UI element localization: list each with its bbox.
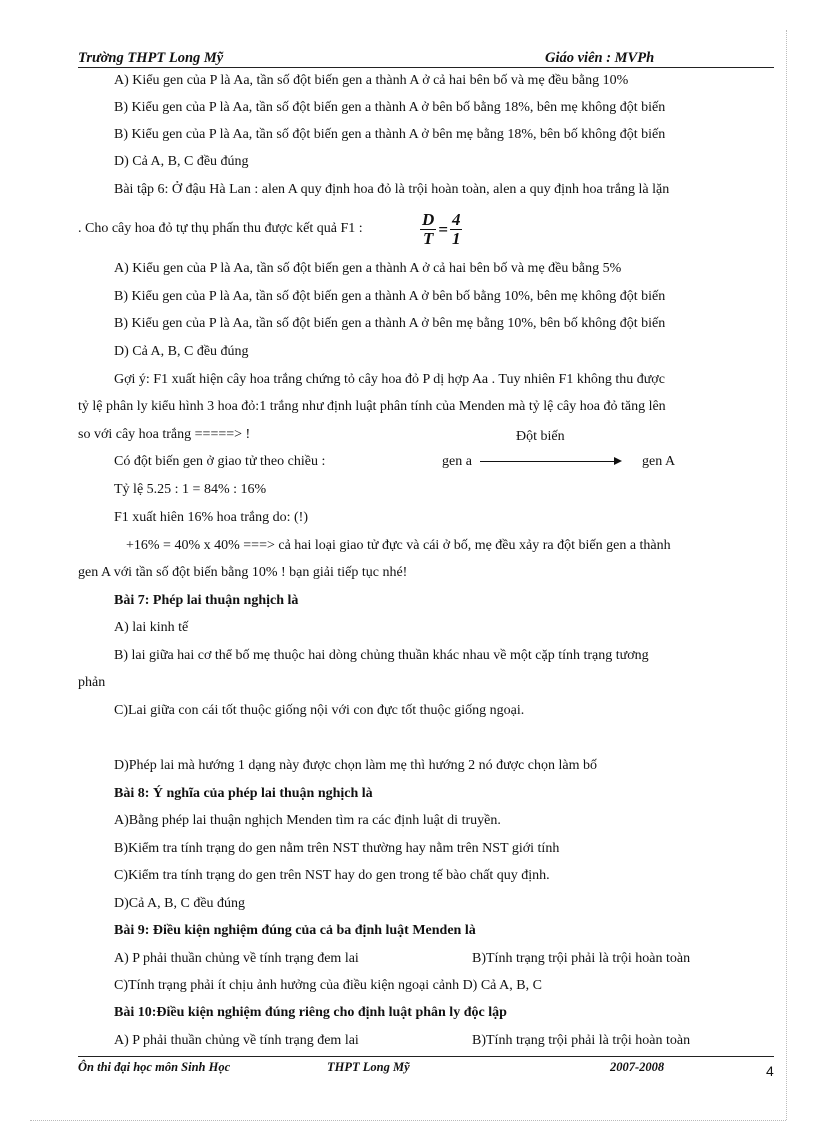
bai-9-option-a: A) P phải thuần chủng về tính trạng đem lai (114, 951, 359, 966)
q6-option-a: A) Kiểu gen của P là Aa, tần số đột biến gen a thành A ở cả hai bên bố và mẹ đều bằng 5% (114, 261, 622, 276)
q5-option-a: A) Kiểu gen của P là Aa, tần số đột biến gen a thành A ở cả hai bên bố và mẹ đều bằng 10% (114, 73, 629, 88)
fraction-equals: = (438, 219, 448, 239)
fraction-1: 1 (451, 229, 461, 248)
bai-7-option-b-cont: phản (78, 675, 106, 690)
exercise-6-result: . Cho cây hoa đỏ tự thụ phấn thu được kết quả F1 : (78, 221, 363, 236)
q5-option-b1: B) Kiểu gen của P là Aa, tần số đột biến gen a thành A ở bên bố bằng 18%, bên mẹ không đột biến (114, 100, 666, 115)
page-border-bottom (30, 1120, 786, 1121)
page-border-right (786, 30, 787, 1120)
q6-option-b2: B) Kiểu gen của P là Aa, tần số đột biến gen a thành A ở bên mẹ bằng 10%, bên bố không đột biến (114, 316, 666, 331)
hint-line-3: so với cây hoa trắng =====> ! (78, 427, 251, 442)
mutation-label: Đột biến (516, 429, 565, 444)
bai-7-option-b: B) lai giữa hai cơ thể bố mẹ thuộc hai dòng chủng thuần khác nhau về một cặp tính trạng tương (114, 648, 649, 663)
bai-7-title: Bài 7: Phép lai thuận nghịch là (114, 593, 299, 608)
bai-7-option-d: D)Phép lai mà hướng 1 dạng này được chọn làm mẹ thì hướng 2 nó được chọn làm bố (114, 758, 597, 773)
bai-8-title: Bài 8: Ý nghĩa của phép lai thuận nghịch là (114, 786, 373, 801)
page-number: 4 (766, 1063, 774, 1079)
bai-8-option-d: D)Cả A, B, C đều đúng (114, 896, 246, 911)
exercise-6-title: Bài tập 6: Ở đậu Hà Lan : alen A quy định hoa đỏ là trội hoàn toàn, alen a quy định hoa trắng là lặn (114, 182, 670, 197)
bai-8-option-a: A)Bằng phép lai thuận nghịch Menden tìm ra các định luật di truyền. (114, 813, 501, 828)
bai-10-option-b: B)Tính trạng trội phải là trội hoàn toàn (472, 1033, 691, 1048)
mutation-arrow-icon (480, 461, 620, 462)
footer-rule (78, 1056, 774, 1057)
q6-option-d: D) Cả A, B, C đều đúng (114, 344, 249, 359)
q5-option-d: D) Cả A, B, C đều đúng (114, 154, 249, 169)
q6-option-b1: B) Kiểu gen của P là Aa, tần số đột biến gen a thành A ở bên bố bằng 10%, bên mẹ không đột biến (114, 289, 666, 304)
white-flower-line: F1 xuất hiên 16% hoa trắng do: (!) (114, 510, 309, 525)
hint-line-2: tỷ lệ phân ly kiểu hình 3 hoa đỏ:1 trắng như định luật phân tính của Menden mà tỷ lệ cây hoa đỏ tăng lên (78, 399, 666, 414)
bai-9-option-b: B)Tính trạng trội phải là trội hoàn toàn (472, 951, 691, 966)
calc-line: +16% = 40% x 40% ===> cả hai loại giao tử đực và cái ở bố, mẹ đều xảy ra đột biến gen a thành (126, 538, 671, 553)
fraction-d: D (422, 210, 435, 229)
hint-line-1: Gợi ý: F1 xuất hiện cây hoa trắng chứng tỏ cây hoa đỏ P dị hợp Aa . Tuy nhiên F1 không thu được (114, 372, 665, 387)
bai-9-option-c-d: C)Tính trạng phải ít chịu ảnh hưởng của điều kiện ngoại cảnh D) Cả A, B, C (114, 978, 542, 993)
q5-option-b2: B) Kiểu gen của P là Aa, tần số đột biến gen a thành A ở bên mẹ bằng 18%, bên bố không đột biến (114, 127, 666, 142)
mutation-to: gen A (642, 454, 676, 469)
mutation-from: gen a (442, 454, 472, 469)
bai-8-option-c: C)Kiểm tra tính trạng do gen trên NST hay do gen trong tế bào chất quy định. (114, 868, 550, 883)
footer-course: Ôn thi đại học môn Sinh Học (78, 1060, 231, 1074)
bai-10-title: Bài 10:Điều kiện nghiệm đúng riêng cho định luật phân ly độc lập (114, 1005, 507, 1020)
bai-10-option-a: A) P phải thuần chủng về tính trạng đem lai (114, 1033, 359, 1048)
bai-7-option-a: A) lai kinh tế (114, 620, 189, 635)
header-rule (78, 67, 774, 68)
ratio-line: Tỷ lệ 5.25 : 1 = 84% : 16% (114, 482, 267, 497)
ratio-fraction (420, 211, 462, 248)
bai-7-option-c: C)Lai giữa con cái tốt thuộc giống nội với con đực tốt thuộc giống ngoại. (114, 703, 525, 718)
footer-school: THPT Long Mỹ (327, 1060, 410, 1074)
bai-9-title: Bài 9: Điều kiện nghiệm đúng của cả ba định luật Menden là (114, 923, 476, 938)
fraction-t: T (422, 229, 434, 248)
bai-8-option-b: B)Kiểm tra tính trạng do gen nằm trên NST thường hay nằm trên NST giới tính (114, 841, 560, 856)
footer-year: 2007-2008 (610, 1060, 665, 1074)
header-school: Trường THPT Long Mỹ (78, 50, 224, 66)
mutation-direction: Có đột biến gen ở giao tử theo chiều : (114, 454, 326, 469)
fraction-4: 4 (451, 210, 461, 229)
header-teacher: Giáo viên : MVPh (545, 50, 655, 66)
calc-conclusion: gen A với tần số đột biến bằng 10% ! bạn giải tiếp tục nhé! (78, 565, 408, 580)
